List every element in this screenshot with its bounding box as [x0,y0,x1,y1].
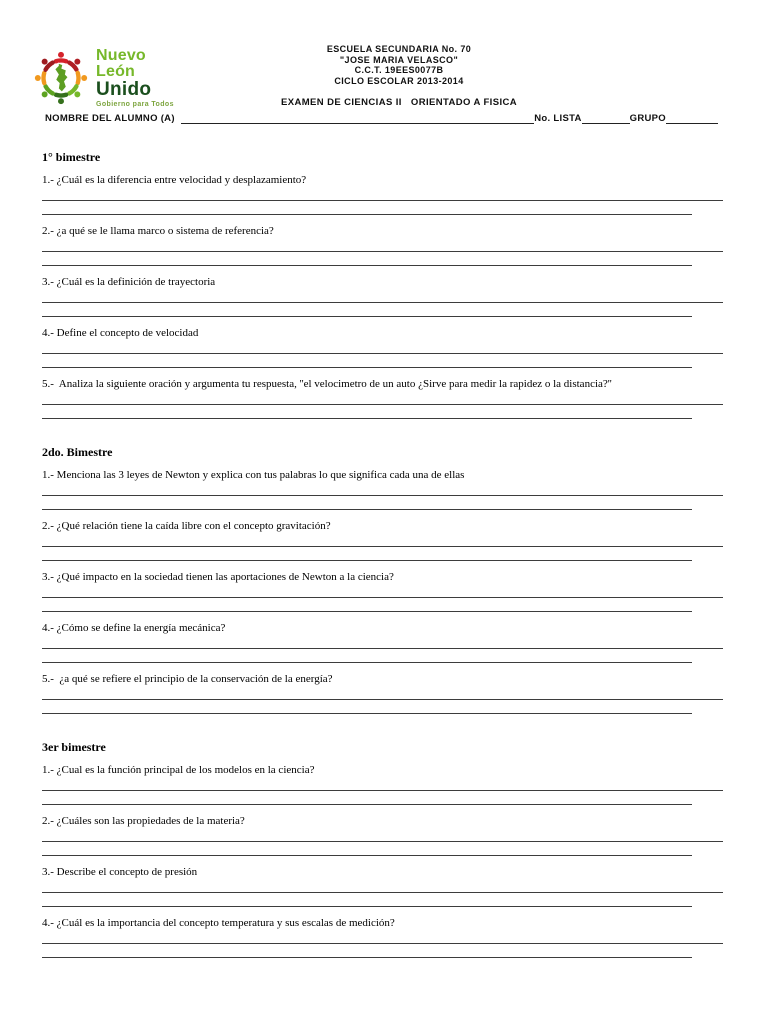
answer-line [42,251,723,252]
section-heading: 2do. Bimestre [42,445,113,459]
school-cycle: CICLO ESCOLAR 2013-2014 [334,75,464,86]
logo-word-nuevo: Nuevo [96,47,146,64]
logo-word-unido: Unido [96,79,152,100]
answer-line [42,943,723,944]
answer-line [42,662,692,663]
answer-line [42,699,723,700]
answer-line [42,404,723,405]
answer-line [42,713,692,714]
group-blank [666,123,718,124]
question-text: 5.- Analiza la siguiente oración y argumenta tu respuesta, ''el velocimetro de un auto ¿Sirve para medir la rapidez o la distancia?'' [42,378,612,390]
question-text: 4.- ¿Cuál es la importancia del concepto temperatura y sus escalas de medición? [42,917,395,929]
answer-line [42,495,723,496]
list-number-blank [582,123,630,124]
question-text: 2.- ¿a qué se le llama marco o sistema de referencia? [42,225,274,237]
question-text: 1.- ¿Cuál es la diferencia entre velocidad y desplazamiento? [42,174,307,186]
answer-line [42,841,723,842]
question-text: 2.- ¿Cuáles son las propiedades de la materia? [42,815,245,827]
answer-line [42,648,723,649]
answer-line [42,214,692,215]
student-name-blank [181,123,535,124]
student-name-label: NOMBRE DEL ALUMNO (A) [45,113,178,124]
logo-tagline: Gobierno para Todos [96,101,174,108]
list-number-label: No. LISTA [534,113,582,124]
answer-line [42,804,692,805]
question-text: 1.- Menciona las 3 leyes de Newton y explica con tus palabras lo que significa cada una de ellas [42,469,465,481]
answer-line [42,509,692,510]
question-text: 1.- ¿Cual es la función principal de los modelos en la ciencia? [42,764,315,776]
question-text: 3.- ¿Cuál es la definición de trayectoria [42,276,216,288]
question-text: 4.- Define el concepto de velocidad [42,327,199,339]
school-header [30,44,768,86]
answer-line [42,906,692,907]
answer-line [42,367,692,368]
question-text: 5.- ¿a qué se refiere el principio de la conservación de la energía? [42,673,333,685]
question-text: 2.- ¿Qué relación tiene la caída libre con el concepto gravitación? [42,520,331,532]
answer-line [42,597,723,598]
answer-line [42,560,692,561]
exam-title: EXAMEN DE CIENCIAS II ORIENTADO A FISICA [280,97,518,108]
answer-line [42,353,723,354]
answer-line [42,957,692,958]
school-name: ESCUELA SECUNDARIA No. 70 [326,44,472,54]
logo-word-leon: León [96,63,136,80]
answer-line [42,892,723,893]
school-cct: C.C.T. 19EES0077B [354,65,444,75]
answer-line [42,546,723,547]
question-text: 3.- Describe el concepto de presión [42,866,198,878]
exam-section [42,150,723,419]
answer-line [42,611,692,612]
answer-line [42,200,723,201]
answer-line [42,418,692,419]
section-heading: 1° bimestre [42,150,101,164]
answer-line [42,316,692,317]
group-label: GRUPO [629,113,666,124]
section-heading: 3er bimestre [42,740,106,754]
answer-line [42,265,692,266]
exam-section [42,445,723,714]
student-info-row [45,112,718,125]
question-text: 4.- ¿Cómo se define la energía mecánica? [42,622,226,634]
question-text: 3.- ¿Qué impacto en la sociedad tienen las aportaciones de Newton a la ciencia? [42,571,394,583]
answer-line [42,855,692,856]
answer-line [42,302,723,303]
school-alias: "JOSE MARIA VELASCO" [339,54,459,65]
answer-line [42,790,723,791]
exam-section [42,740,723,958]
sections [42,150,723,958]
